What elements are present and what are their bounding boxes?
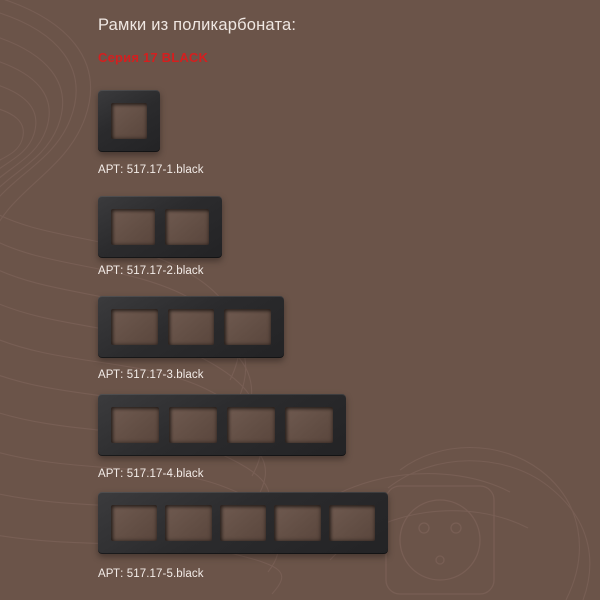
frame-aperture [111,505,157,541]
frame-aperture [111,309,158,345]
frame-aperture [165,505,211,541]
frame-aperture [285,407,333,443]
product-caption: АРТ: 517.17-5.black [98,568,204,580]
frame-aperture [111,103,147,139]
product-caption: АРТ: 517.17-2.black [98,265,204,277]
product-caption: АРТ: 517.17-1.black [98,164,204,176]
frame-aperture [111,209,155,245]
product-frame [98,296,284,358]
frame-aperture [165,209,209,245]
product-frame [98,492,388,554]
frame-aperture [111,407,159,443]
frame-aperture [224,309,271,345]
frame-aperture [274,505,320,541]
frame-aperture [329,505,375,541]
product-caption: АРТ: 517.17-4.black [98,468,204,480]
frame-aperture [227,407,275,443]
product-caption: АРТ: 517.17-3.black [98,369,204,381]
frame-aperture [220,505,266,541]
page-subtitle: Серия 17 BLACK [98,50,209,65]
product-frame [98,90,160,152]
product-frame [98,394,346,456]
product-frame [98,196,222,258]
frame-aperture [168,309,215,345]
page-title: Рамки из поликарбоната: [98,16,297,34]
frame-aperture [169,407,217,443]
